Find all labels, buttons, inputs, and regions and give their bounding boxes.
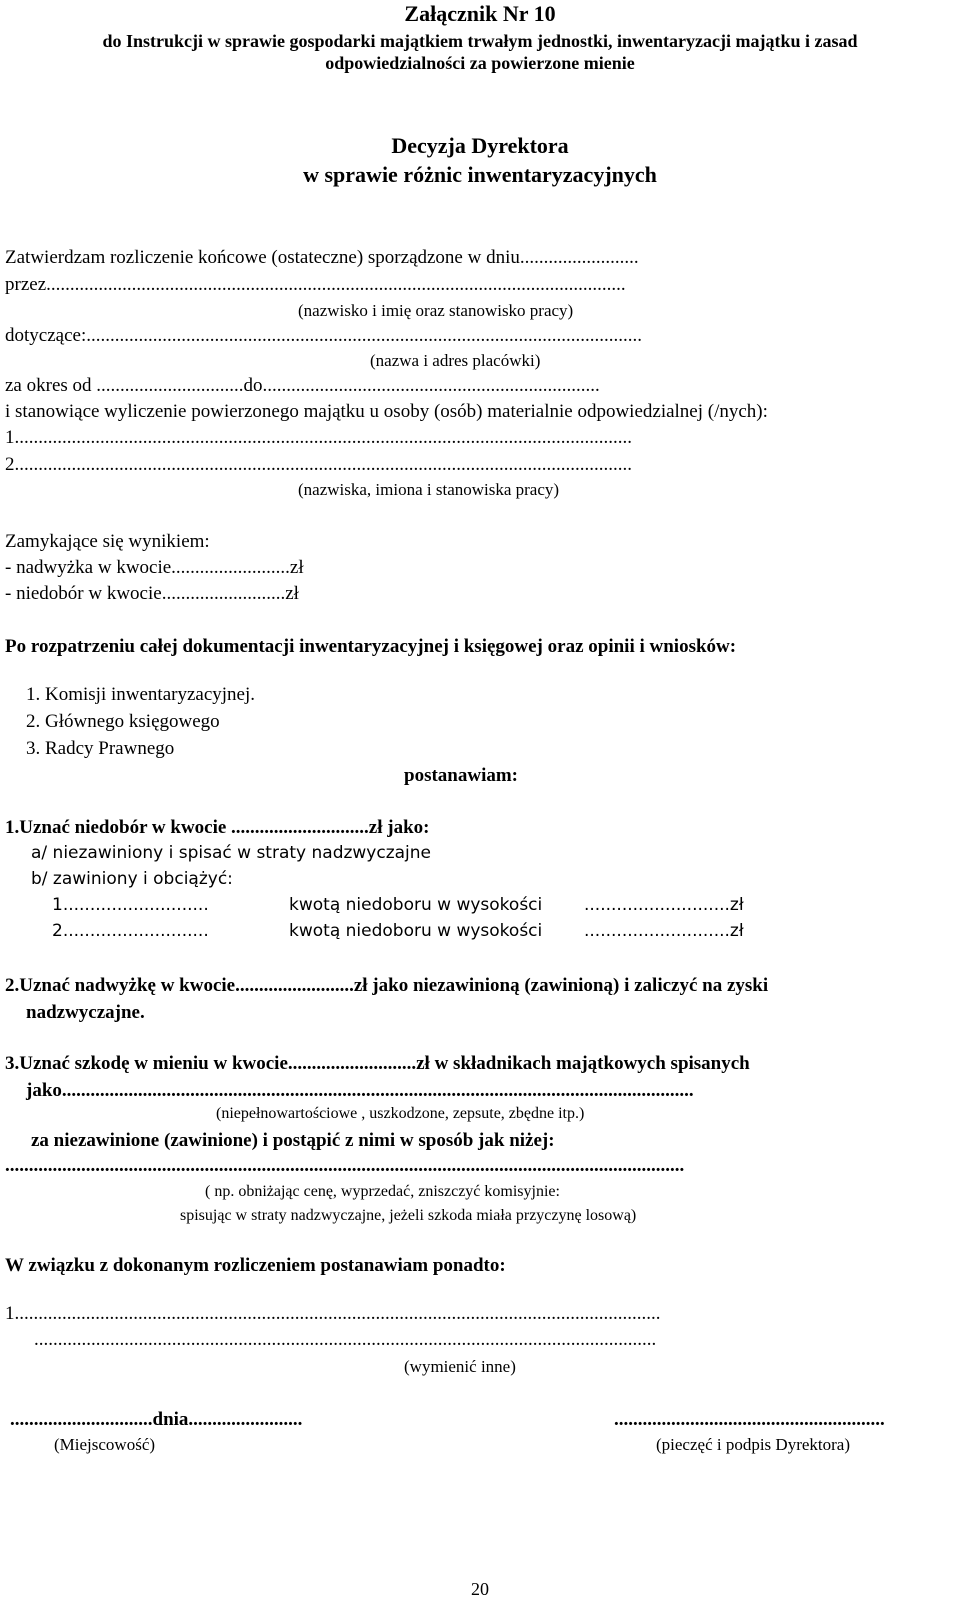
signature-hint: (pieczęć i podpis Dyrektora): [656, 1435, 850, 1454]
additional-heading: W związku z dokonanym rozliczeniem postanawiam ponadto:: [5, 1255, 506, 1276]
review-item-3: 3. Radcy Prawnego: [26, 738, 175, 759]
point2-line1: 2.Uznać nadwyżkę w kwocie.........................zł jako niezawinioną (zawinioną) i zaliczyć na zyski: [5, 975, 769, 996]
point1-row2-amount: ...........................zł: [584, 921, 744, 941]
page-number: 20: [471, 1579, 489, 1599]
point1-row2-num: 2...........................: [52, 921, 209, 941]
point3-line4: ...............................................................................................................................................: [5, 1155, 685, 1176]
decision-subtitle: w sprawie różnic inwentaryzacyjnych: [303, 162, 657, 187]
point3-hint1: (niepełnowartościowe , uszkodzone, zepsute, zbędne itp.): [216, 1105, 585, 1122]
person1-line: 1..................................................................................................................................: [5, 427, 632, 448]
review-item-2: 2. Głównego księgowego: [26, 711, 220, 732]
additional-hint: (wymienić inne): [404, 1357, 516, 1376]
review-item-1: 1. Komisji inwentaryzacyjnej.: [26, 684, 255, 705]
surplus-line: - nadwyżka w kwocie.........................zł: [5, 557, 304, 578]
point2-line2: nadzwyczajne.: [26, 1002, 145, 1023]
point3-line3: za niezawinione (zawinione) i postąpić z nimi w sposób jak niżej:: [31, 1130, 555, 1151]
point3-hint2-line1: ( np. obniżając cenę, wyprzedać, zniszczyć komisyjnie:: [205, 1183, 560, 1200]
period-line: za okres od ...............................do.......................................................................: [5, 375, 600, 396]
point1-option-a: a/ niezawiniony i spisać w straty nadzwyczajne: [31, 843, 432, 863]
additional-line2: ...................................................................................................................................: [34, 1329, 657, 1350]
place-date-line: ..............................dnia........................: [10, 1409, 303, 1430]
point1-row1-num: 1...........................: [52, 895, 209, 915]
by-line: przez..........................................................................................................................: [5, 274, 626, 295]
point3-hint2-line2: spisując w straty nadzwyczajne, jeżeli szkoda miała przyczynę losową): [180, 1207, 637, 1224]
shortage-line: - niedobór w kwocie..........................zł: [5, 583, 299, 604]
attachment-subtitle-line2: odpowiedzialności za powierzone mienie: [325, 53, 635, 73]
place-hint: (Miejscowość): [54, 1435, 156, 1454]
decision-title: Decyzja Dyrektora: [391, 133, 569, 158]
point3-line2: jako.....................................................................................................................................: [26, 1080, 694, 1101]
point3-line1: 3.Uznać szkodę w mieniu w kwocie...........................zł w składnikach majątkowych spisanych: [5, 1053, 750, 1074]
review-heading: Po rozpatrzeniu całej dokumentacji inwentaryzacyjnej i księgowej oraz opinii i wniosków:: [5, 636, 737, 657]
by-hint: (nazwisko i imię oraz stanowisko pracy): [298, 301, 574, 320]
point1-row2-text: kwotą niedoboru w wysokości: [289, 921, 543, 941]
attachment-subtitle-line1: do Instrukcji w sprawie gospodarki majątkiem trwałym jednostki, inwentaryzacji majątku i zasad: [102, 31, 858, 51]
point1-heading: 1.Uznać niedobór w kwocie .............................zł jako:: [5, 817, 430, 838]
person2-line: 2..................................................................................................................................: [5, 454, 632, 475]
point1-option-b: b/ zawiniony i obciążyć:: [31, 869, 233, 889]
result-label: Zamykające się wynikiem:: [5, 531, 210, 552]
additional-line1: 1........................................................................................................................................: [5, 1303, 661, 1324]
resolve-label: postanawiam:: [404, 765, 519, 786]
concerning-hint: (nazwa i adres placówki): [370, 351, 541, 370]
signature-line: .........................................................: [614, 1409, 885, 1430]
approve-line: Zatwierdzam rozliczenie końcowe (ostateczne) sporządzone w dniu.........................: [5, 247, 639, 268]
attachment-title: Załącznik Nr 10: [404, 1, 556, 26]
point1-row1-amount: ...........................zł: [584, 895, 744, 915]
concerning-line: dotyczące:.....................................................................................................................: [5, 325, 642, 346]
point1-row1-text: kwotą niedoboru w wysokości: [289, 895, 543, 915]
persons-hint: (nazwiska, imiona i stanowiska pracy): [298, 480, 560, 499]
statement-line: i stanowiące wyliczenie powierzonego majątku u osoby (osób) materialnie odpowiedzialnej (/nych):: [5, 401, 768, 422]
